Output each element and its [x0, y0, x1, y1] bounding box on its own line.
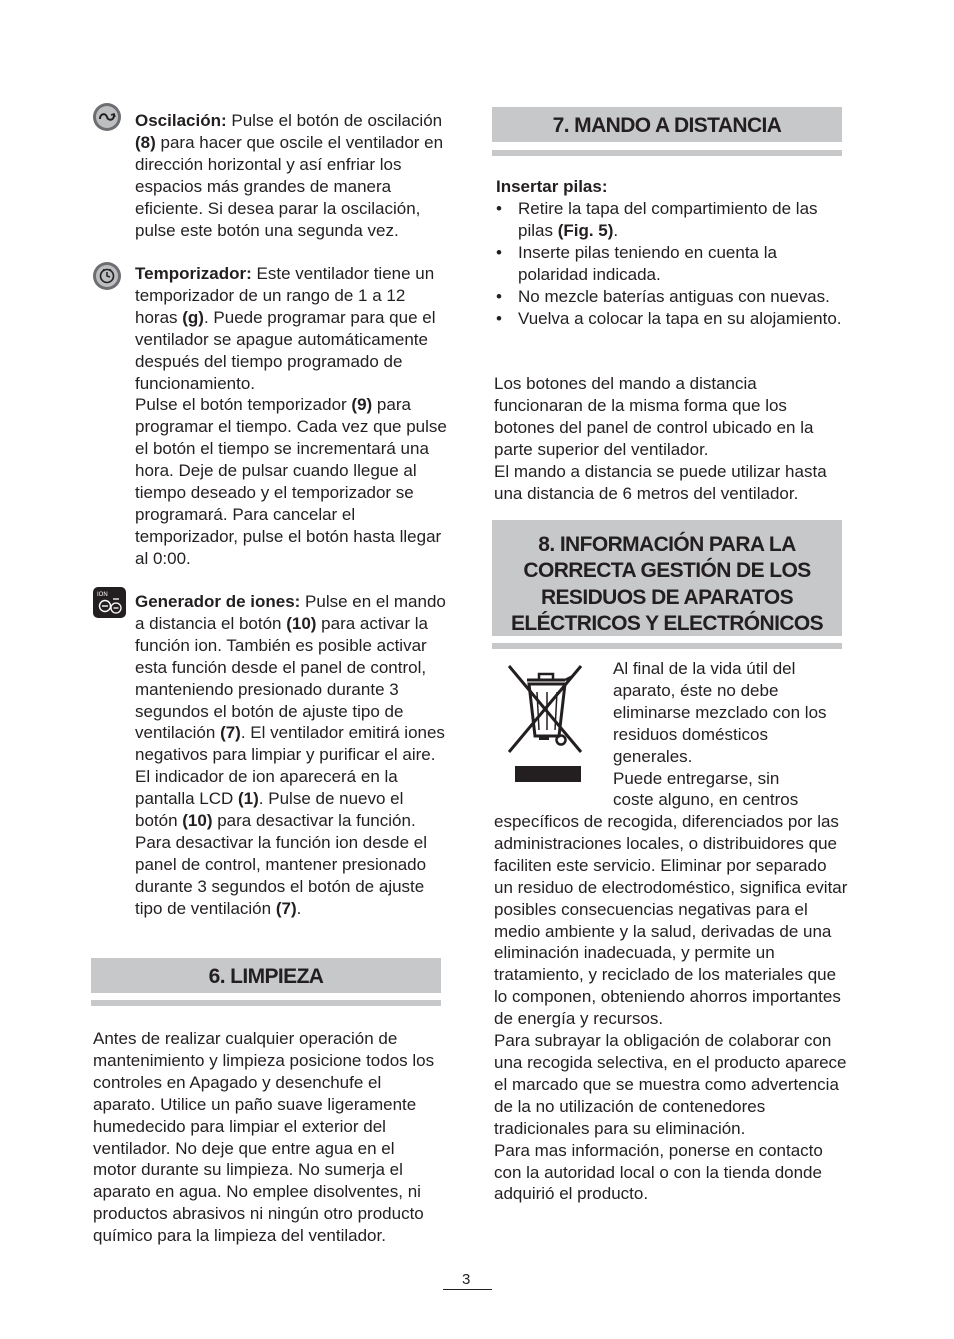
weee-body-1: específicos de recogida, diferenciados por las administraciones locales, o distribuidores que faciliten este servicio. Eliminar por separado un residuo de electrodoméstico, significa evitar posibles consecuencias negativas para el medio ambiente y la salud, derivadas de una eliminación inadecuada, y permite un tratamiento, y reciclado de los materiales que lo componen, obteniendo ahorros importantes de energía y recursos.	[494, 812, 848, 1029]
batteries-list	[494, 198, 850, 329]
remote-divider	[492, 150, 842, 156]
remote-text-1: Los botones del mando a distancia funcionaran de la misma forma que los botones del panel de control ubicado en la parte superior del ventilador.	[494, 374, 814, 459]
ion-ref-2: (7)	[220, 723, 241, 743]
weee-body-2: Para subrayar la obligación de colaborar con una recogida selectiva, en el producto aparece el marcado que se muestra como advertencia de la no utilización de contenedores tradicionales para su eliminación.	[494, 1031, 847, 1138]
cleaning-divider	[91, 1000, 441, 1006]
bullet-1-ref: (Fig. 5)	[557, 220, 614, 240]
list-item	[494, 198, 850, 242]
remote-heading: 7. MANDO A DISTANCIA	[492, 107, 842, 142]
list-item: • Inserte pilas teniendo en cuenta la polaridad indicada.	[494, 242, 850, 286]
oscillation-paragraph	[135, 110, 450, 241]
timer-text-2: . Puede programar para que el ventilador se apague automáticamente después del tiempo programado de funcionamiento.	[135, 307, 436, 393]
remote-text-2: El mando a distancia se puede utilizar hasta una distancia de 6 metros del ventilador.	[494, 461, 827, 503]
crossed-out-wheelie-bin-icon	[503, 662, 589, 786]
timer-text-1: Este ventilador tiene un temporizador de un rango de 1 a 12 horas	[135, 264, 435, 327]
timer-paragraph	[135, 263, 450, 570]
cleaning-body: Antes de realizar cualquier operación de mantenimiento y limpieza posicione todos los controles en Apagado y desenchufe el aparato. Utilice un paño suave ligeramente humedecido para limpiar el exterior del ventilador. No deje que entre agua en el motor durante su limpieza. No sumerja el aparato en agua. No emplee disolventes, ni productos abrasivos ni ningún otro producto químico para la limpieza del ventilador.	[93, 1029, 435, 1246]
weee-heading-line-1: 8. INFORMACIÓN PARA LA	[538, 533, 796, 556]
ion-title: Generador de iones:	[135, 592, 301, 611]
weee-divider	[492, 643, 842, 649]
oscillation-text-2: para hacer que oscile el ventilador en dirección horizontal y así enfriar los espacios más grandes de manera eficiente. Si desea parar la oscilación, pulse este botón una segunda vez.	[135, 132, 444, 240]
ion-text-4: El indicador de ion aparecerá en la pantalla LCD	[135, 767, 398, 809]
bullet-1-end: .	[613, 220, 619, 240]
ion-text-5: . Pulse de nuevo el botón	[135, 789, 404, 831]
ion-ref-3: (1)	[238, 789, 259, 809]
page-number: 3	[462, 1271, 471, 1288]
ion-ref-5: (7)	[275, 898, 297, 918]
weee-intro	[613, 658, 848, 811]
weee-heading	[492, 520, 842, 636]
batteries-subheading-text: Insertar pilas:	[496, 177, 608, 196]
weee-intro-text: Al final de la vida útil del aparato, éste no debe eliminarse mezclado con los residuos domésticos generales.	[613, 659, 827, 766]
timer-icon	[92, 261, 122, 291]
cleaning-heading: 6. LIMPIEZA	[91, 958, 441, 993]
ion-text-1: Pulse en el mando a distancia el botón	[135, 592, 446, 633]
batteries-subheading	[496, 176, 846, 198]
list-item: • Vuelva a colocar la tapa en su alojamiento.	[494, 308, 850, 330]
oscillation-title: Oscilación:	[135, 111, 227, 130]
weee-body	[494, 811, 850, 1205]
timer-text-3: Pulse el botón temporizador	[135, 395, 352, 415]
oscillation-ref: (8)	[135, 132, 156, 152]
bullet-1-text: Retire la tapa del compartimiento de las pilas	[518, 199, 818, 240]
timer-ref-2: (9)	[351, 395, 373, 415]
page-number-rule	[443, 1289, 492, 1290]
ion-text-2: para activar la función ion. También es posible activar esta función desde el panel de control, manteniendo presionado durante 3 segundos el botón de ajuste tipo de ventilación	[135, 613, 428, 743]
remote-paragraph	[494, 373, 850, 504]
ion-ref-4: (10)	[182, 811, 213, 831]
ion-icon-label: ION	[97, 592, 108, 598]
ion-ref-1: (10)	[286, 613, 317, 633]
timer-ref-1: (g)	[182, 307, 204, 327]
timer-title: Temporizador:	[135, 264, 252, 283]
weee-body-3: Para mas información, ponerse en contacto con la autoridad local o con la tienda donde adquirió el producto.	[494, 1140, 823, 1204]
weee-heading-line-2: CORRECTA GESTIÓN DE LOS	[523, 559, 811, 583]
weee-line-b: coste alguno, en centros	[613, 790, 799, 810]
timer-text-4: para programar el tiempo. Cada vez que pulse el botón el tiempo se incrementará una hora. Deje de pulsar cuando llegue al tiempo deseado y el temporizador se programará. Para cancelar el temporizador, pulse el botón hasta llegar al 0:00.	[135, 395, 447, 568]
oscillation-icon	[92, 102, 122, 132]
ion-text-6: para desactivar la función. Para desactivar la función ion desde el panel de control, mantener presionado durante 3 segundos el botón de ajuste tipo de ventilación	[135, 811, 428, 918]
weee-heading-line-4: ELÉCTRICOS Y ELECTRÓNICOS	[510, 611, 824, 635]
weee-heading-line-3: RESIDUOS DE APARATOS	[540, 585, 794, 609]
list-item: • No mezcle baterías antiguas con nuevas.	[494, 286, 850, 308]
oscillation-text-1: Pulse el botón de oscilación	[226, 111, 443, 130]
ion-text-3: . El ventilador emitirá iones negativos para limpiar y purificar el aire.	[135, 723, 445, 765]
ion-paragraph	[135, 591, 450, 920]
weee-line-a: Puede entregarse, sin	[613, 768, 780, 788]
ion-generator-icon	[93, 587, 126, 618]
ion-text-7: .	[296, 898, 302, 918]
